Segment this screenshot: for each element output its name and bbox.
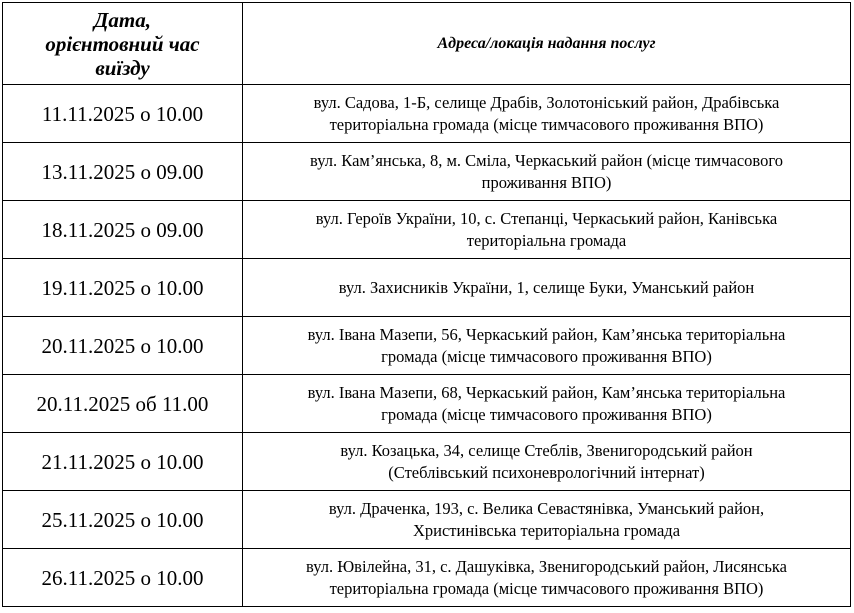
- visit-date-cell: 26.11.2025 о 10.00: [3, 549, 243, 607]
- address-line: проживання ВПО): [481, 172, 612, 192]
- visit-date-cell: 25.11.2025 о 10.00: [3, 491, 243, 549]
- table-row: [3, 375, 851, 433]
- table-row: [3, 549, 851, 607]
- address-line: (Стеблівський психоневрологічний інтернат): [388, 462, 705, 482]
- service-address-cell: [243, 85, 851, 143]
- address-line: Христинівська територіальна громада: [412, 520, 681, 540]
- address-line: вул. Садова, 1-Б, селище Драбів, Золотоніський район, Драбівська: [313, 92, 780, 112]
- visit-date-cell: 21.11.2025 о 10.00: [3, 433, 243, 491]
- address-column-header: Адреса/локація надання послуг: [243, 3, 851, 85]
- visit-date-cell: 13.11.2025 о 09.00: [3, 143, 243, 201]
- address-line: громада (місце тимчасового проживання ВПО): [381, 404, 712, 424]
- address-line: вул. Івана Мазепи, 56, Черкаський район, Кам’янська територіальна: [307, 324, 786, 344]
- address-line: вул. Кам’янська, 8, м. Сміла, Черкаський район (місце тимчасового: [310, 150, 783, 170]
- table-row: [3, 143, 851, 201]
- schedule-table: [2, 2, 851, 607]
- visit-date-cell: 18.11.2025 о 09.00: [3, 201, 243, 259]
- table-row: [3, 433, 851, 491]
- visit-date-cell: 19.11.2025 о 10.00: [3, 259, 243, 317]
- address-line: вул. Героїв України, 10, с. Степанці, Черкаський район, Канівська: [315, 208, 778, 228]
- address-line: вул. Івана Мазепи, 68, Черкаський район, Кам’янська територіальна: [307, 382, 786, 402]
- address-line: територіальна громада: [466, 230, 627, 250]
- visit-date-cell: 20.11.2025 об 11.00: [3, 375, 243, 433]
- service-address-cell: [243, 433, 851, 491]
- date-header-line: виїзду: [95, 55, 150, 80]
- address-line: вул. Козацька, 34, селище Стеблів, Звенигородський район: [340, 440, 753, 460]
- table-row: [3, 317, 851, 375]
- table-row: [3, 85, 851, 143]
- visit-date-cell: 11.11.2025 о 10.00: [3, 85, 243, 143]
- header-row: [3, 3, 851, 85]
- service-address-cell: [243, 375, 851, 433]
- service-address-cell: [243, 143, 851, 201]
- service-address-cell: [243, 201, 851, 259]
- address-line: громада (місце тимчасового проживання ВПО): [381, 346, 712, 366]
- date-column-header: [3, 3, 243, 85]
- address-line: вул. Драченка, 193, с. Велика Севастянівка, Уманський район,: [328, 498, 765, 518]
- address-line: вул. Ювілейна, 31, с. Дашуківка, Звенигородський район, Лисянська: [305, 556, 787, 576]
- table-row: [3, 201, 851, 259]
- table-row: [3, 259, 851, 317]
- address-line: вул. Захисників України, 1, селище Буки, Уманський район: [338, 277, 755, 297]
- schedule-rows: [3, 85, 851, 607]
- service-address-cell: [243, 317, 851, 375]
- date-header-line: орієнтовний час: [45, 31, 200, 56]
- address-line: територіальна громада (місце тимчасового проживання ВПО): [329, 578, 764, 598]
- service-address-cell: [243, 259, 851, 317]
- visit-date-cell: 20.11.2025 о 10.00: [3, 317, 243, 375]
- date-header-line: Дата,: [94, 7, 151, 32]
- service-address-cell: [243, 491, 851, 549]
- service-address-cell: [243, 549, 851, 607]
- table-row: [3, 491, 851, 549]
- address-line: територіальна громада (місце тимчасового проживання ВПО): [329, 114, 764, 134]
